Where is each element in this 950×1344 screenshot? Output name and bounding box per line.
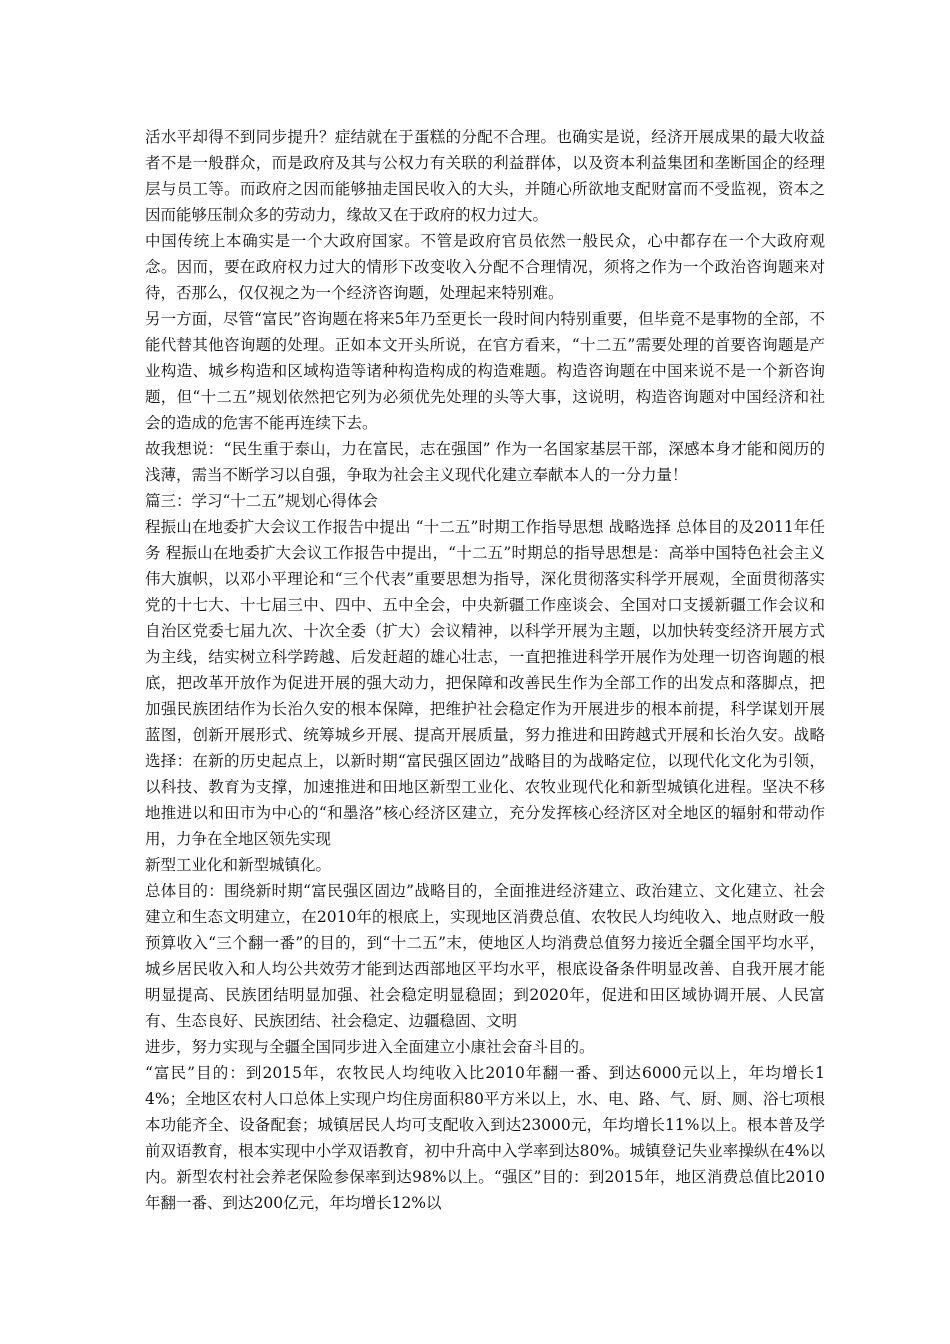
document-body xyxy=(145,124,825,1216)
paragraph: 进步，努力实现与全疆全国同步进入全面建立小康社会奋斗目的。 xyxy=(145,1038,595,1056)
paragraph: “富民”目的：到2015年，农牧民人均纯收入比2010年翻一番、到达6000元以上，年均增长14%；全地区农村人口总体上实现户均住房面积80平方米以上，水、电、路、气、厨、厕、浴七项根本功能齐全、设备配套；城镇居民人均可支配收入到达23000元，年均增长11%以上。根本普及学前双语教育，根本实现中小学双语教育，初中升高中入学率到达80%。城镇登记失业率操纵在4%以内。新型农村社会养老保险参保率到达98%以上。“强区”目的：到2015年，地区消费总值比2010年翻一番、到达200亿元，年均增长12%以 xyxy=(145,1064,825,1212)
paragraph: 中国传统上本确实是一个大政府国家。不管是政府官员依然一般民众，心中都存在一个大政府观念。因而，要在政府权力过大的情形下改变收入分配不合理情况，须将之作为一个政治咨询题来对待，否那么，仅仅视之为一个经济咨询题，处理起来特别难。 xyxy=(145,232,825,302)
section-heading: 篇三：学习“十二五”规划心得体会 xyxy=(145,492,378,510)
paragraph: 故我想说：“民生重于泰山，力在富民，志在强国” 作为一名国家基层干部，深感本身才能和阅历的浅薄，需当不断学习以自强，争取为社会主义现代化建立奉献本人的一分力量！ xyxy=(145,440,825,484)
paragraph: 活水平却得不到同步提升？症结就在于蛋糕的分配不合理。也确实是说，经济开展成果的最大收益者不是一般群众，而是政府及其与公权力有关联的利益群体，以及资本利益集团和垄断国企的经理层与员工等。而政府之因而能够抽走国民收入的大头，并随心所欲地支配财富而不受监视，资本之因而能够压制众多的劳动力，缘故又在于政府的权力过大。 xyxy=(145,128,825,224)
paragraph: 程振山在地委扩大会议工作报告中提出 “十二五”时期工作指导思想 战略选择 总体目的及2011年任务 程振山在地委扩大会议工作报告中提出，“十二五”时期总的指导思想是：高举中国特色社会主义伟大旗帜，以邓小平理论和“三个代表”重要思想为指导，深化贯彻落实科学开展观，全面贯彻落实党的十七大、十七届三中、四中、五中全会，中央新疆工作座谈会、全国对口支援新疆工作会议和自治区党委七届九次、十次全委（扩大）会议精神，以科学开展为主题，以加快转变经济开展方式为主线，结实树立科学跨越、后发赶超的雄心壮志，一直把推进科学开展作为处理一切咨询题的根底，把改革开放作为促进开展的强大动力，把保障和改善民生作为全部工作的出发点和落脚点，把加强民族团结作为长治久安的根本保障，把维护社会稳定作为开展进步的根本前提，科学谋划开展蓝图，创新开展形式、统筹城乡开展、提高开展质量，努力推进和田跨越式开展和长治久安。战略选择：在新的历史起点上，以新时期“富民强区固边”战略目的为战略定位，以现代化文化为引领，以科技、教育为支撑，加速推进和田地区新型工业化、农牧业现代化和新型城镇化进程。坚决不移地推进以和田市为中心的“和墨洛”核心经济区建立，充分发挥核心经济区对全地区的辐射和带动作用，力争在全地区领先实现 xyxy=(145,518,825,848)
paragraph: 另一方面，尽管“富民”咨询题在将来5年乃至更长一段时间内特别重要，但毕竟不是事物的全部，不能代替其他咨询题的处理。正如本文开头所说，在官方看来，“十二五”需要处理的首要咨询题是产业构造、城乡构造和区域构造等诸种构造构成的构造难题。构造咨询题在中国来说不是一个新咨询题，但“十二五”规划依然把它列为必须优先处理的头等大事，这说明，构造咨询题对中国经济和社会的造成的危害不能再连续下去。 xyxy=(145,310,825,432)
paragraph: 新型工业化和新型城镇化。 xyxy=(145,856,332,874)
paragraph: 总体目的：围绕新时期“富民强区固边”战略目的，全面推进经济建立、政治建立、文化建立、社会建立和生态文明建立，在2010年的根底上，实现地区消费总值、农牧民人均纯收入、地点财政一般预算收入“三个翻一番”的目的，到“十二五”末，使地区人均消费总值努力接近全疆全国平均水平，城乡居民收入和人均公共效劳才能到达西部地区平均水平，根底设备条件明显改善、自我开展才能明显提高、民族团结明显加强、社会稳定明显稳固；到2020年，促进和田区域协调开展、人民富有、生态良好、民族团结、社会稳定、边疆稳固、文明 xyxy=(145,882,825,1030)
